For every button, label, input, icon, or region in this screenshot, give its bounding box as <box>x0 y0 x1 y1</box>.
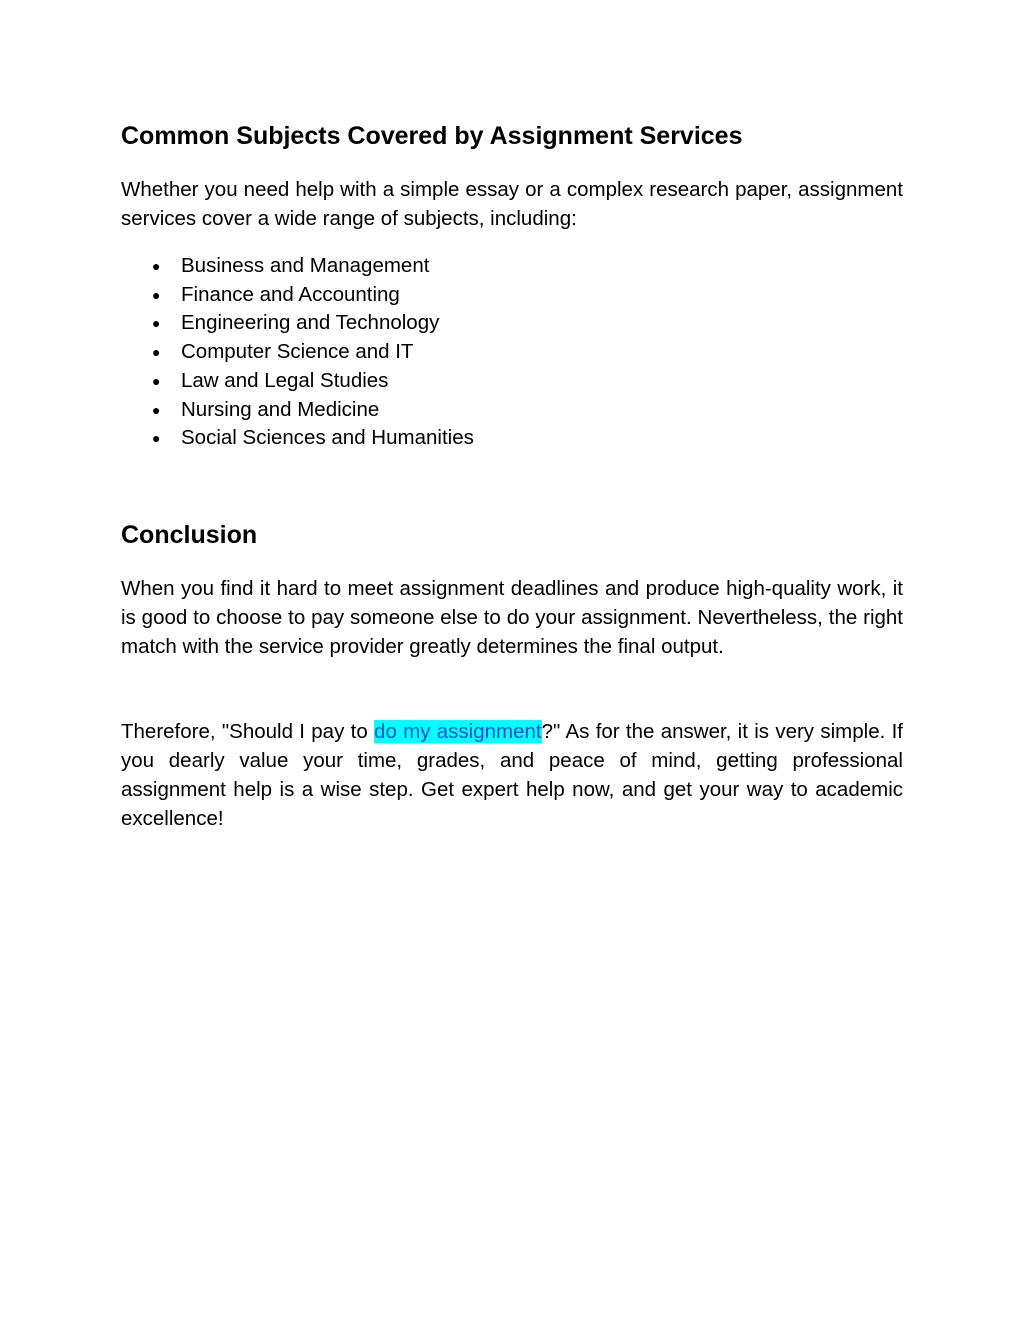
list-item-label: Nursing and Medicine <box>181 397 380 421</box>
bullet-icon: ● <box>152 401 161 418</box>
paragraph-text-before-link: Therefore, "Should I pay to <box>121 720 375 743</box>
subjects-heading: Common Subjects Covered by Assignment Services <box>121 122 743 150</box>
list-item <box>121 367 474 396</box>
subjects-list <box>121 252 474 453</box>
list-item <box>121 396 474 425</box>
conclusion-heading: Conclusion <box>121 521 258 549</box>
conclusion-paragraph-2 <box>121 717 903 833</box>
bullet-icon: ● <box>152 315 161 332</box>
list-item-label: Business and Management <box>181 254 430 277</box>
conclusion-paragraph-1: When you find it hard to meet assignment deadlines and produce high-quality work, it is good to choose to pay someone else to do your assignment. Nevertheless, the right match with the service provider greatly determines the final output. <box>121 577 903 658</box>
bullet-icon: ● <box>152 430 161 447</box>
list-item-label: Finance and Accounting <box>181 282 400 306</box>
bullet-icon: ● <box>152 286 161 303</box>
list-item-label: Law and Legal Studies <box>181 368 389 392</box>
list-item-label: Engineering and Technology <box>181 311 440 335</box>
bullet-icon: ● <box>152 372 161 389</box>
bullet-icon: ● <box>152 258 161 274</box>
list-item <box>121 252 474 281</box>
list-item-label: Computer Science and IT <box>181 340 414 364</box>
list-item-label: Social Sciences and Humanities <box>181 426 474 450</box>
list-item <box>121 338 474 367</box>
paragraph-text-after-link: ?" As for the answer, it is very simple. If you dearly value your time, grades, and peace of mind, getting professional assignment help is a wise step. Get expert help now, and get your way to academic excellence! <box>121 720 903 830</box>
do-my-assignment-link[interactable]: do my assignment <box>374 720 542 743</box>
list-item <box>121 309 474 338</box>
bullet-icon: ● <box>152 344 161 361</box>
list-item <box>121 281 474 310</box>
list-item <box>121 424 474 453</box>
subjects-intro-paragraph: Whether you need help with a simple essay or a complex research paper, assignment services cover a wide range of subjects, including: <box>121 178 903 230</box>
